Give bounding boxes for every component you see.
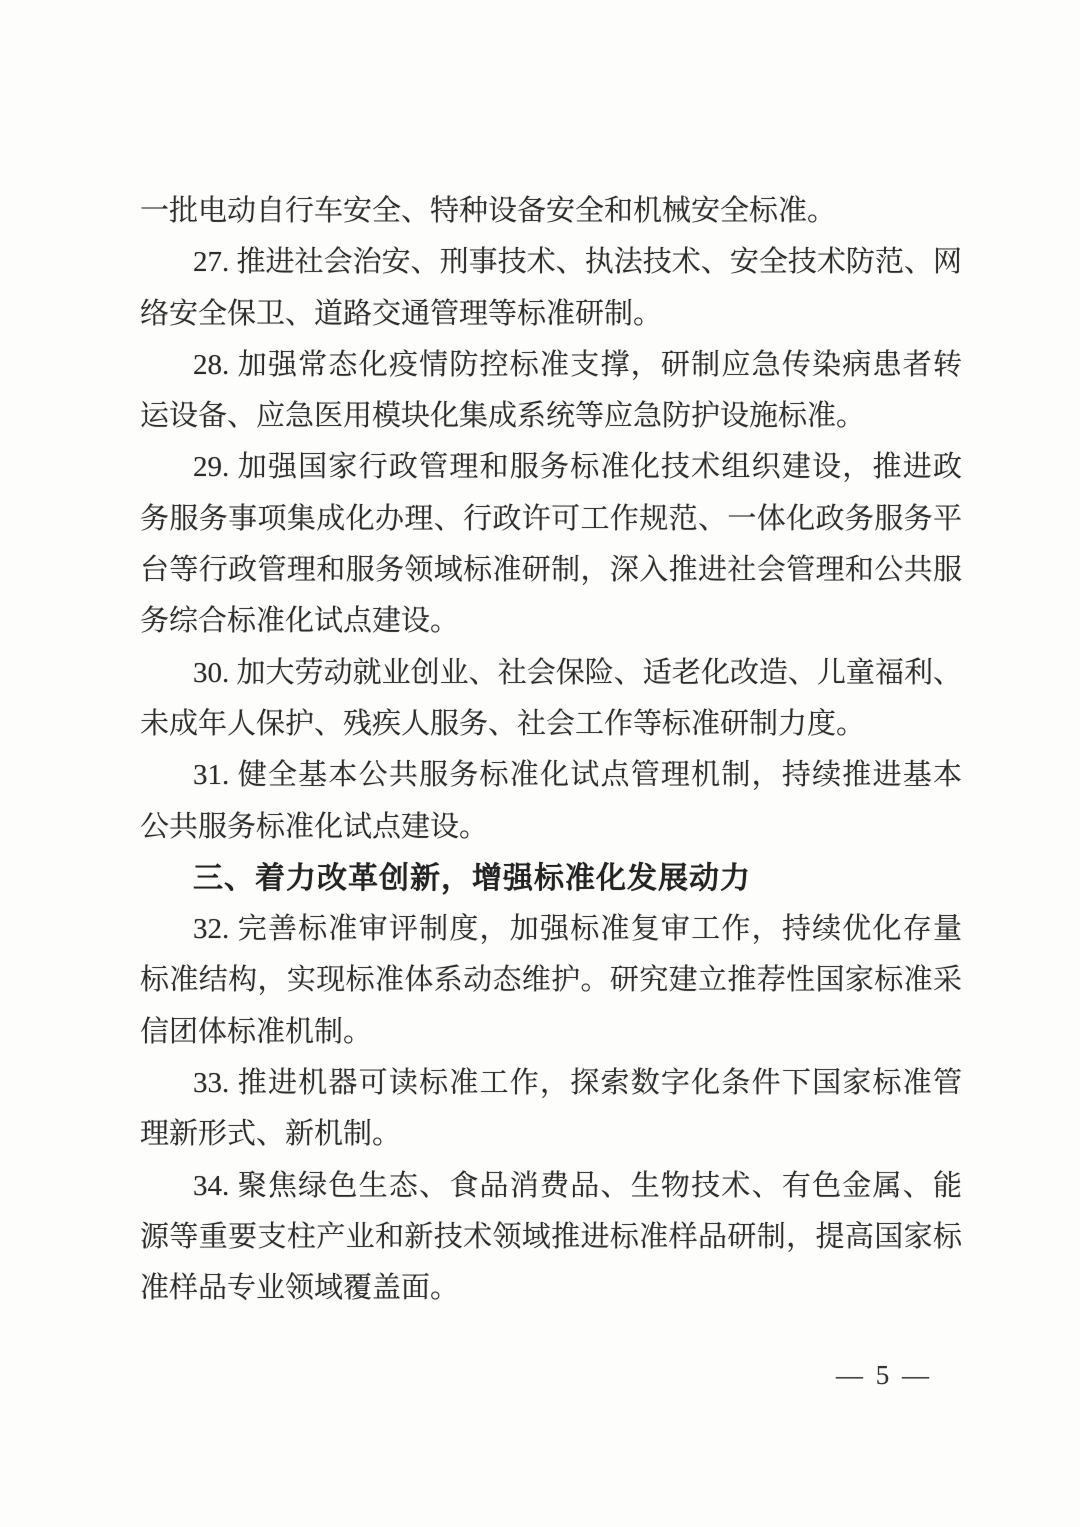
item-29-line-4: 务综合标准化试点建设。 (140, 605, 460, 638)
document-body (140, 186, 962, 1315)
para-26-continuation-line-1: 一批电动自行车安全、特种设备安全和机械安全标准。 (140, 195, 837, 227)
item-28-line-2: 运设备、应急医用模块化集成系统等应急防护设施标准。 (140, 400, 866, 433)
item-34-line-2: 源等重要支柱产业和新技术领域推进标准样品研制，提高国家标 (140, 1220, 962, 1253)
item-28-line-1: 28. 加强常态化疫情防控标准支撑，研制应急传染病患者转 (193, 348, 962, 381)
item-32-line-3: 信团体标准机制。 (140, 1015, 373, 1048)
item-27-line-2: 络安全保卫、道路交通管理等标准研制。 (140, 297, 663, 330)
item-31-line-2: 公共服务标准化试点建设。 (140, 810, 489, 843)
item-30-line-2: 未成年人保护、残疾人服务、社会工作等标准研制力度。 (140, 707, 866, 740)
item-29-line-3: 台等行政管理和服务领域标准研制，深入推进社会管理和公共服 (140, 554, 962, 587)
page-footer (836, 1360, 932, 1391)
item-32-line-1: 32. 完善标准审评制度，加强标准复审工作，持续优化存量 (193, 913, 962, 946)
item-29-line-1: 29. 加强国家行政管理和服务标准化技术组织建设，推进政 (193, 451, 962, 484)
item-30-line-1: 30. 加大劳动就业创业、社会保险、适老化改造、儿童福利、 (193, 656, 962, 689)
item-31-line-1: 31. 健全基本公共服务标准化试点管理机制，持续推进基本 (193, 759, 962, 792)
section-heading: 三、着力改革创新，增强标准化发展动力 (193, 861, 751, 895)
item-34-line-1: 34. 聚焦绿色生态、食品消费品、生物技术、有色金属、能 (193, 1169, 962, 1202)
page-number: — 5 — (836, 1360, 932, 1390)
item-27-line-1: 27. 推进社会治安、刑事技术、执法技术、安全技术防范、网 (193, 246, 962, 279)
item-32-line-2: 标准结构，实现标准体系动态维护。研究建立推荐性国家标准采 (140, 964, 962, 997)
item-29-line-2: 务服务事项集成化办理、行政许可工作规范、一体化政务服务平 (140, 502, 962, 535)
item-33-line-2: 理新形式、新机制。 (140, 1118, 402, 1151)
item-33-line-1: 33. 推进机器可读标准工作，探索数字化条件下国家标准管 (193, 1067, 962, 1100)
item-34-line-3: 准样品专业领域覆盖面。 (140, 1272, 460, 1305)
